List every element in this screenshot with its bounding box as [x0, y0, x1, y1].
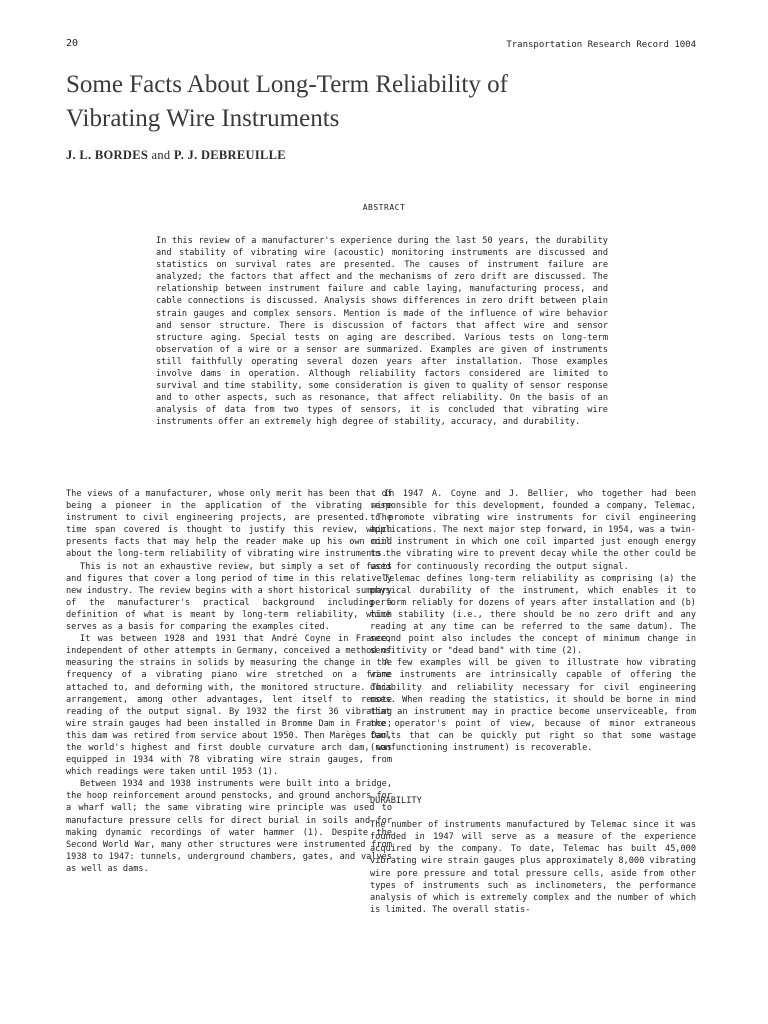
author-2: P. J. DEBREUILLE	[173, 148, 286, 162]
title-line-2: Vibrating Wire Instruments	[66, 105, 340, 132]
abstract-heading: ABSTRACT	[362, 203, 406, 212]
abstract-body: In this review of a manufacturer's experience during the last 50 years, the durability and stability of vibrating wire (acoustic) monitoring instruments are discussed and statistics on survival rates are presented. The causes of instrument failure are analyzed; the factors that affect and the mechanisms of zero drift are discussed. The relationship between instrument failure and cable laying, manufacturing process, and cable connections is discussed. Analysis shows differences in zero drift between plain strain gauges and complex sensors. Mention is made of the influence of wire behavior and sensor structure. There is discussion of factors that affect wire and sensor structure aging. Special tests on aging are described. Various tests on long-term observation of a wire or a sensor are summarized. Examples are given of instruments still faithfully operating several dozen years after installation. Those examples involve dams in operation. Although reliability factors considered are limited to survival and time stability, some consideration is given to quality of sensor response and to other aspects, such as resonance, that affect reliability. On the basis of an analysis of data from two types of sensors, it is concluded that vibrating wire instruments offer an extremely high degree of stability, accuracy, and durability.	[156, 236, 608, 428]
author-conjunction: and	[151, 148, 171, 162]
body-paragraph: Telemac defines long-term reliability as comprising (a) the physical durability of the instrument, which enables it to perform reliably for dozens of years after installation and (b) time stability (i.e., there should be no zero drift and any reading at any time can be referred to the same datum). The second point also includes the concept of minimum change in sensitivity or "dead band" with time (2).	[370, 573, 696, 657]
section-heading-durability: DURABILITY	[370, 796, 422, 807]
running-head: Transportation Research Record 1004	[506, 40, 696, 50]
body-paragraph: The views of a manufacturer, whose only merit has been that of being a pioneer in the application of the vibrating wire instrument to civil engineering projects, are presented. The time span covered is thought to justify this review, which presents facts that may help the reader make up his own mind about the long-term reliability of vibrating wire instruments.	[66, 489, 392, 560]
author-1: J. L. BORDES	[66, 148, 149, 162]
body-paragraph: The number of instruments manufactured by Telemac since it was founded in 1947 will serve as a measure of the experience acquired by the company. To date, Telemac has built 45,000 vibrating wire strain gauges plus approximately 8,000 vibrating wire pore pressure and total pressure cells, aside from other types of instruments such as inclinometers, the performance analysis of which is extremely complex and the number of which is limited. The overall statis-	[370, 820, 696, 915]
body-column-left	[66, 488, 392, 875]
body-paragraph: This is not an exhaustive review, but simply a set of facts and figures that cover a long period of time in this relatively new industry. The review begins with a short historical summary of the manufacturer's practical background including a definition of what is meant by long-term reliability, which serves as a basis for comparing the examples cited.	[66, 561, 392, 633]
body-paragraph: A few examples will be given to illustrate how vibrating wire instruments are intrinsically capable of offering the durability and reliability necessary for civil engineering uses. When reading the statistics, it should be borne in mind that an instrument may in practice become unserviceable, from the operator's point of view, because of minor extraneous faults that can be quickly put right so that some wastage (nonfunctioning instrument) is recoverable.	[370, 658, 696, 753]
body-paragraph: Between 1934 and 1938 instruments were built into a bridge, the hoop reinforcement around penstocks, and ground anchors for a wharf wall; the same vibrating wire principle was used to manufacture pressure cells for direct burial in soils and for making dynamic recordings of water hammer (1). Despite the Second World War, many other structures were instrumented from 1938 to 1947: tunnels, underground chambers, gates, and valves as well as dams.	[66, 779, 392, 874]
body-paragraph: It was between 1928 and 1931 that André Coyne in France, independent of other attempts in Germany, conceived a method of measuring the strains in solids by measuring the change in the frequency of a vibrating piano wire stretched on a frame attached to, and deforming with, the monitored structure. This arrangement, among other advantages, lent itself to remote reading of the output signal. By 1932 the first 36 vibrating wire strain gauges had been installed in Bromme Dam in France; this dam was retired from service about 1950. Then Marèges Dam, the world's highest and first double curvature arch dam, was equipped in 1934 with 78 vibrating wire strain gauges, from which readings were taken until 1953 (1).	[66, 634, 392, 778]
page-number: 20	[66, 38, 79, 49]
author-line	[66, 148, 286, 163]
body-column-right	[370, 488, 696, 916]
title-line-1: Some Facts About Long-Term Reliability of	[66, 71, 508, 98]
paper-title	[66, 68, 706, 136]
body-paragraph: In 1947 A. Coyne and J. Bellier, who together had been responsible for this development, founded a company, Telemac, to promote vibrating wire instruments for civil engineering applications. The next major step forward, in 1954, was a twin-coil instrument in which one coil imparted just enough energy to the vibrating wire to prevent decay while the other could be used for continuously recording the output signal.	[370, 489, 696, 572]
